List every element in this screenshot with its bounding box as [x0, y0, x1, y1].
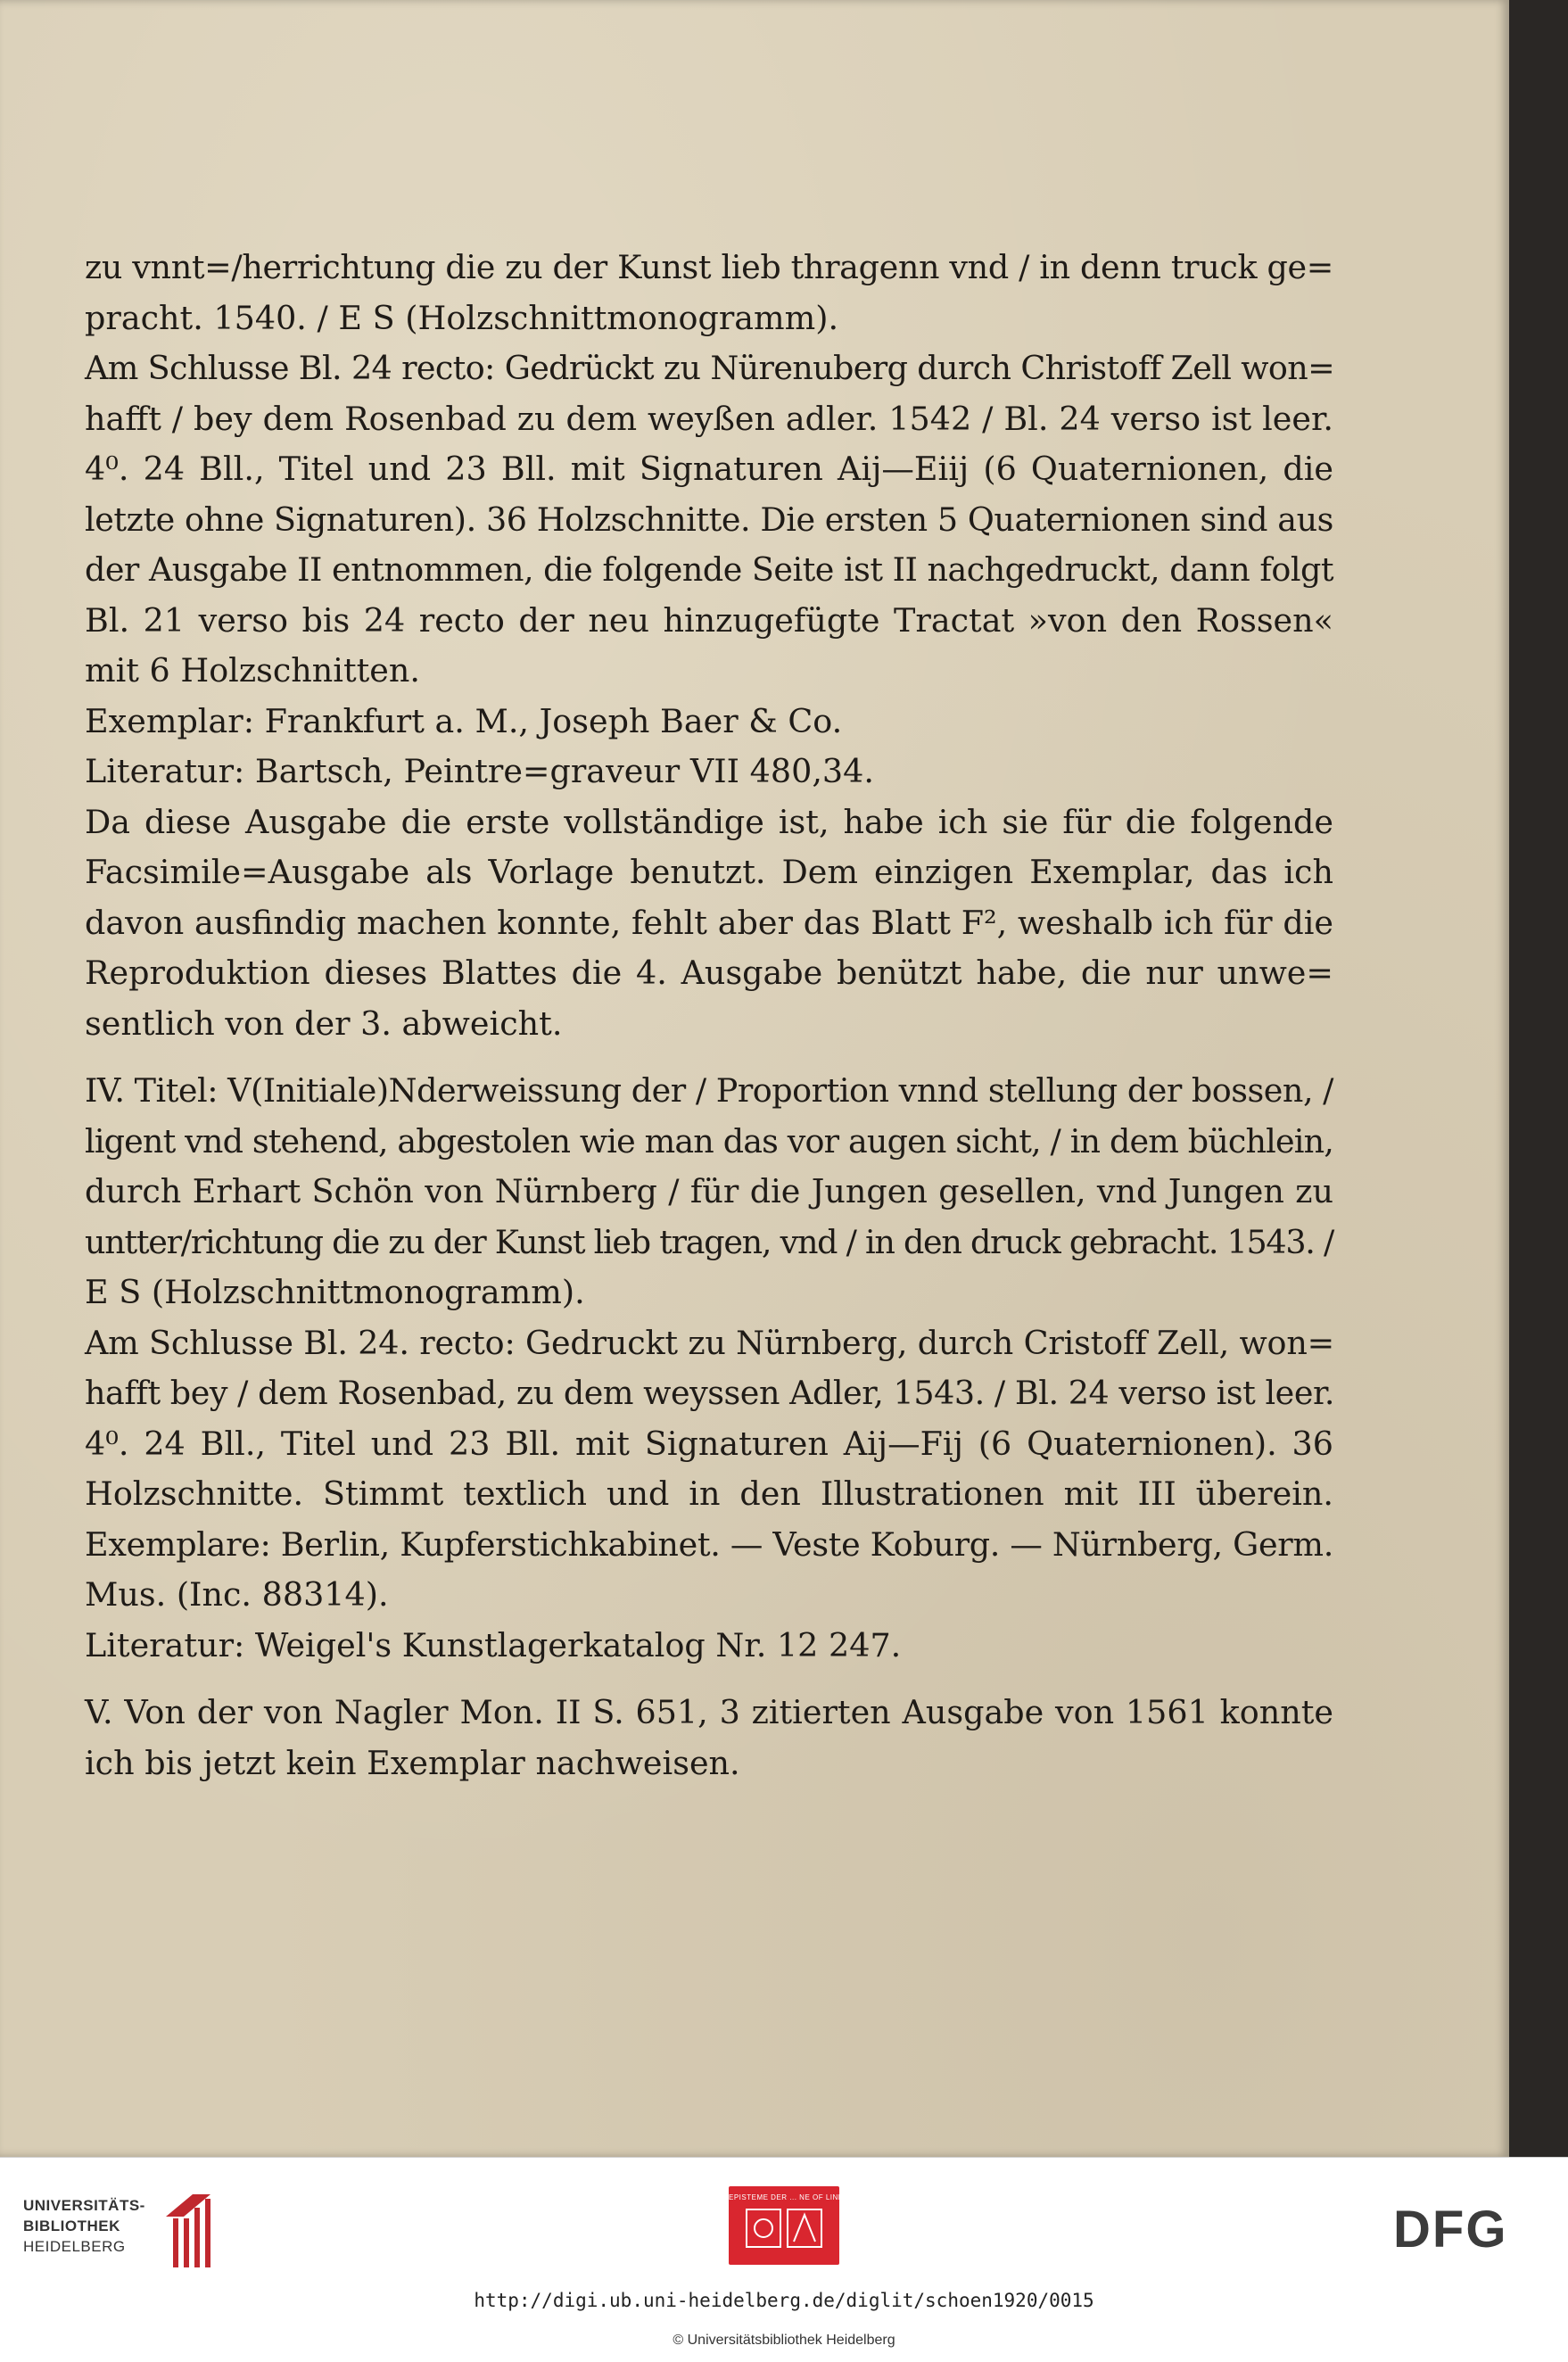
text-line: Am Schlusse Bl. 24. recto: Gedruckt zu Nürnberg, durch Cristoff Zell, won= [85, 1323, 1335, 1362]
text-line: der Ausgabe II entnommen, die folgende Seite ist II nachgedruckt, dann folgt [85, 550, 1333, 589]
text-line: hafft bey / dem Rosenbad, zu dem weyssen Adler, 1543. / Bl. 24 verso ist leer. [85, 1374, 1335, 1412]
library-logo[interactable] [23, 2190, 246, 2288]
text-line: mit 6 Holzschnitten. [85, 651, 420, 690]
text-line: Bl. 21 verso bis 24 recto der neu hinzugefügte Tractat »von den Rossen« [85, 600, 1333, 640]
text-line: Da diese Ausgabe die erste vollständige ist, habe ich sie für die folgende [85, 802, 1333, 841]
scan-background-edge [1509, 0, 1568, 2157]
text-line: sentlich von der 3. abweicht. [85, 1003, 563, 1043]
text-line: 4⁰. 24 Bll., Titel und 23 Bll. mit Signaturen Aij—Fij (6 Quaternionen). 36 [85, 1424, 1333, 1463]
text-line: letzte ohne Signaturen). 36 Holzschnitte. Die ersten 5 Quaternionen sind aus [85, 500, 1333, 539]
text-line: Literatur: Bartsch, Peintre=graveur VII 480,34. [85, 752, 874, 790]
text-line: Exemplare: Berlin, Kupferstichkabinet. — Veste Koburg. — Nürnberg, Germ. [85, 1524, 1333, 1564]
text-line: Holzschnitte. Stimmt textlich und in den Illustrationen mit III überein. [85, 1474, 1333, 1513]
permalink-url[interactable]: http://digi.ub.uni-heidelberg.de/diglit/schoen1920/0015 [474, 2290, 1094, 2311]
paragraph-gap [85, 1671, 1333, 1688]
text-line: ligent vnd stehend, abgestolen wie man das vor augen sicht, / in dem büchlein, [85, 1121, 1333, 1160]
text-paragraph [85, 1688, 1333, 1788]
library-emblem-icon [157, 2190, 228, 2275]
text-line: Facsimile=Ausgabe als Vorlage benutzt. Dem einzigen Exemplar, das ich [85, 853, 1333, 891]
paragraph-gap [85, 1049, 1333, 1066]
epistemes-logo[interactable] [729, 2186, 862, 2265]
text-line: V. Von der von Nagler Mon. II S. 651, 3 zitierten Ausgabe von 1561 konnte [85, 1693, 1333, 1731]
library-logo-line-1: UNIVERSITÄTS- [23, 2197, 145, 2214]
dfg-logo[interactable] [1393, 2202, 1545, 2256]
text-line: untter/richtung die zu der Kunst lieb tragen, vnd / in den druck gebracht. 1543. / [85, 1222, 1333, 1261]
copyright-notice: © Universitätsbibliothek Heidelberg [673, 2333, 895, 2348]
epistemes-logo-text: EPISTEME DER ... NE OF LINES - H [729, 2193, 862, 2201]
text-paragraph [85, 1066, 1333, 1671]
text-line: Am Schlusse Bl. 24 recto: Gedrückt zu Nürenuberg durch Christoff Zell won= [85, 349, 1335, 387]
text-line: Exemplar: Frankfurt a. M., Joseph Baer & Co. [85, 701, 843, 740]
text-line: Literatur: Weigel's Kunstlagerkatalog Nr. 12 247. [85, 1625, 902, 1664]
text-line: Mus. (Inc. 88314). [85, 1575, 389, 1614]
text-line: zu vnnt=/herrichtung die zu der Kunst lieb thragenn vnd / in denn truck ge= [85, 248, 1333, 286]
library-logo-line-3: HEIDELBERG [23, 2238, 126, 2255]
text-line: hafft / bey dem Rosenbad zu dem weyßen adler. 1542 / Bl. 24 verso ist leer. [85, 399, 1333, 438]
dfg-logo-text: DFG [1393, 2202, 1508, 2256]
text-line: 4⁰. 24 Bll., Titel und 23 Bll. mit Signaturen Aij—Eiij (6 Quaternionen, die [85, 450, 1333, 488]
epistemes-emblem-icon [745, 2206, 823, 2251]
viewer-footer [0, 2157, 1568, 2362]
page-body-text [85, 243, 1333, 1788]
library-logo-line-2: BIBLIOTHEK [23, 2217, 120, 2234]
text-paragraph [85, 243, 1333, 1049]
text-line: E S (Holzschnittmonogramm). [85, 1273, 585, 1311]
text-line: durch Erhart Schön von Nürnberg / für die Jungen gesellen, vnd Jungen zu [85, 1172, 1333, 1210]
text-line: Reproduktion dieses Blattes die 4. Ausgabe benützt habe, die nur unwe= [85, 954, 1333, 992]
text-line: pracht. 1540. / E S (Holzschnittmonogramm). [85, 298, 839, 337]
text-line: ich bis jetzt kein Exemplar nachweisen. [85, 1743, 740, 1782]
text-line: davon ausfindig machen konnte, fehlt aber das Blatt F², weshalb ich für die [85, 903, 1333, 942]
text-line: IV. Titel: V(Initiale)Nderweissung der / Proportion vnnd stellung der bossen, / [85, 1071, 1333, 1110]
